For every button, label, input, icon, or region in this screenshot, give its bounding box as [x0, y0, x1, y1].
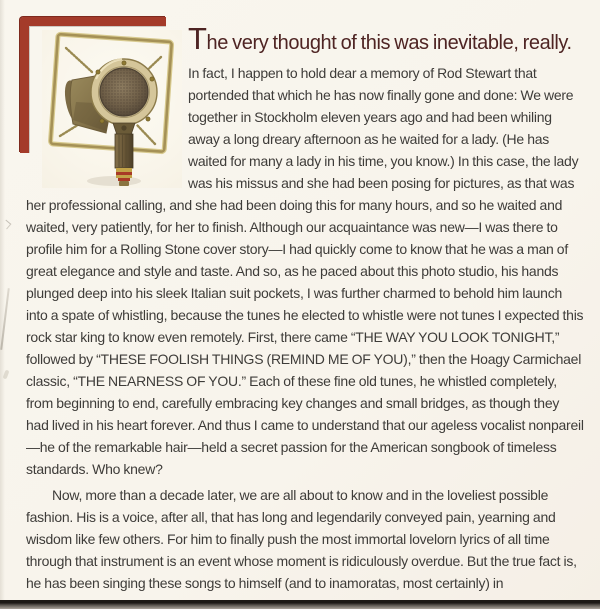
page-title: The very thought of this was inevitable, really.: [188, 21, 572, 56]
body-paragraph-2: Now, more than a decade later, we are all about to know and in the loveliest possible fashion. His is a voice, after all, that has long and legendarily conveyed pain, yearning and wisdom like few others. For him to finally push the most immortal lovelorn lyrics of all time through that instrument is an event whose moment is ridiculously overdue. But the true fact is, he has been singing these songs to himself (and to inamoratas, most certainly) in: [26, 487, 577, 591]
scan-left-shade: [0, 0, 5, 609]
microphone-figure: [20, 17, 180, 189]
page-bottom-edge: [0, 600, 600, 609]
body-paragraph-1: In fact, I happen to hold dear a memory of Rod Stewart that portended that which he has now finally gone and done: We were together in Stockholm eleven years ago and had been whiling away a long dreary afternoon as he waited for a lady. (He has waited for many a lady in his time, you know.) In this case, the lady was his missus and she had been posing for pictures, as that was her professional calling, and she had been doing this for many hours, and so he waited and waited, very patiently, for her to finish. Although our acquaintance was new—I was there to profile him for a Rolling Stone cover story—I had quickly come to know that he was a man of great elegance and style and taste. And so, as he paced about this photo studio, his hands plunged deep into his sleek Italian suit pockets, I was further charmed to behold him launch into a spate of whistling, because the tunes he elected to whistle were not tunes I expected this rock star king to know even remotely. First, there came “THE WAY YOU LOOK TONIGHT,” followed by “THESE FOOLISH THINGS (REMIND ME OF YOU),” then the Hoagy Carmichael classic, “THE NEARNESS OF YOU.” Each of these fine old tunes, he whistled completely, from beginning to end, carefully embracing key changes and small bridges, as though they had lived in his heart forever. And thus I came to understand that our ageless vocalist nonpareil—he of the remarkable hair—held a secret passion for the American songbook of timeless standards. Who knew?: [26, 65, 584, 477]
vintage-microphone-photo: [42, 30, 182, 188]
